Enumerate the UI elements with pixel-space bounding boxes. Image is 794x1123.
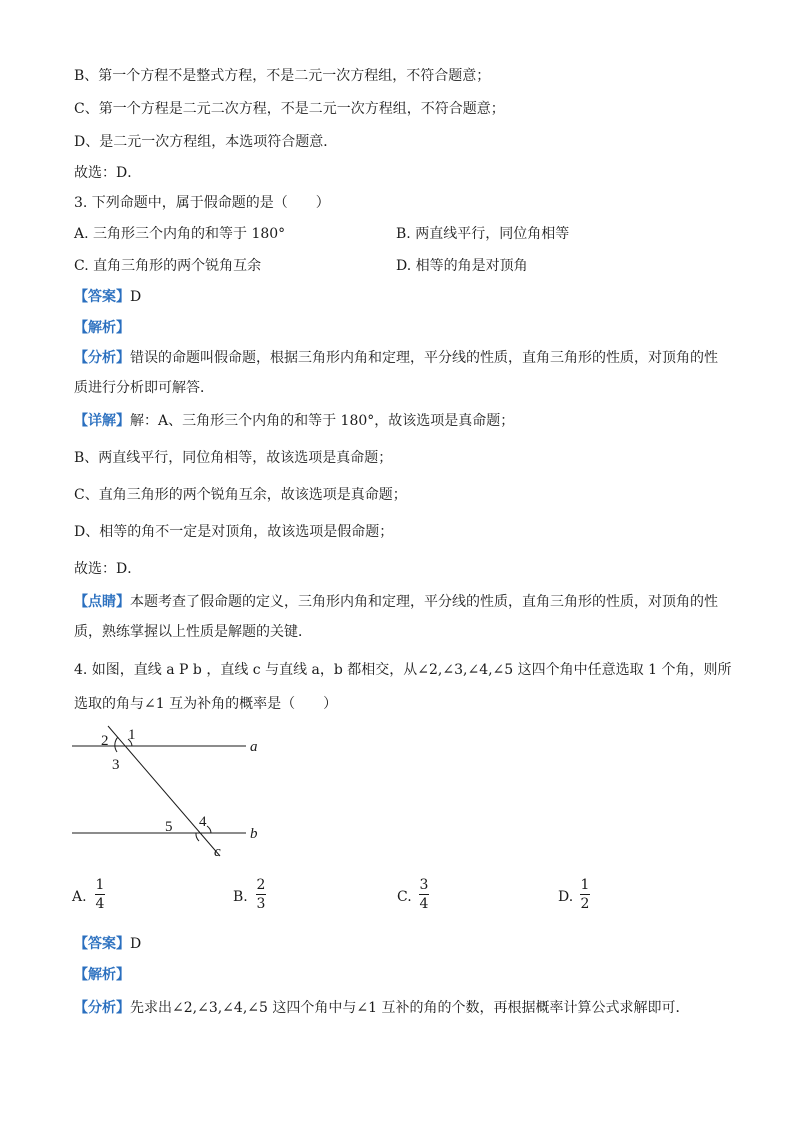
- q3-option-b: B. 两直线平行，同位角相等: [396, 226, 570, 242]
- dianjing-tag: 【点睛】: [74, 594, 130, 610]
- answer-line-4: [74, 934, 141, 954]
- line-label-c: c: [214, 844, 221, 860]
- analysis-line-4: [74, 965, 130, 985]
- text-line: 故选：D．: [74, 561, 142, 577]
- numerator: 3: [419, 877, 429, 893]
- text-line: B、两直线平行，同位角相等，故该选项是真命题；: [74, 450, 393, 466]
- line-label-a: a: [250, 739, 258, 755]
- angle-label-2: 2: [101, 733, 109, 749]
- q4-option-b-label: B.: [233, 889, 248, 905]
- text-line: 故选：D．: [74, 165, 142, 181]
- text-line: 质进行分析即可解答．: [74, 380, 214, 396]
- denominator: 2: [580, 896, 590, 912]
- answer-value: D: [130, 289, 142, 305]
- text-line: D、相等的角不一定是对顶角，故该选项是假命题；: [74, 524, 394, 540]
- q4-option-a-label: A.: [72, 889, 87, 905]
- xiangjie-line: [74, 411, 514, 431]
- numerator: 1: [95, 877, 105, 893]
- line-label-b: b: [250, 826, 258, 842]
- analysis-tag: 【解析】: [74, 320, 130, 336]
- fenxi-text: 先求出∠2,∠3,∠4,∠5 这四个角中与∠1 互补的角的个数，再根据概率计算公式求解即可．: [130, 1000, 690, 1016]
- q4-option-b-fraction: [256, 877, 266, 912]
- angle-label-3: 3: [112, 757, 120, 773]
- denominator: 3: [256, 896, 266, 912]
- q4-option-c-label: C.: [397, 889, 412, 905]
- parallel-lines-figure: [70, 724, 270, 864]
- q4-option-c-fraction: [419, 877, 429, 912]
- fenxi-line-3: [74, 348, 718, 368]
- fenxi-tag: 【分析】: [74, 1000, 130, 1016]
- denominator: 4: [95, 896, 105, 912]
- angle-label-1: 1: [128, 727, 136, 743]
- dianjing-line: [74, 592, 718, 612]
- angle-label-4: 4: [199, 814, 207, 830]
- q4-option-d-fraction: [580, 877, 590, 912]
- answer-tag: 【答案】: [74, 936, 130, 952]
- fenxi-text: 错误的命题叫假命题，根据三角形内角和定理，平分线的性质，直角三角形的性质，对顶角的性: [130, 350, 718, 366]
- text-line: C、第一个方程是二元二次方程，不是二元一次方程组，不符合题意；: [74, 101, 505, 117]
- dianjing-text: 本题考查了假命题的定义，三角形内角和定理，平分线的性质，直角三角形的性质，对顶角的性: [130, 594, 718, 610]
- angle-arc-4: [207, 826, 211, 833]
- text-line: D、是二元一次方程组，本选项符合题意．: [74, 134, 338, 150]
- q3-option-d: D. 相等的角是对顶角: [396, 258, 528, 274]
- q4-option-a-fraction: [95, 877, 105, 912]
- xiangjie-text: 解：A、三角形三个内角的和等于 180°，故该选项是真命题；: [130, 413, 515, 429]
- text-line: C、直角三角形的两个锐角互余，故该选项是真命题；: [74, 487, 407, 503]
- angle-arc-2: [115, 737, 118, 752]
- q4-option-d-label: D.: [558, 889, 574, 905]
- answer-line-3: [74, 287, 141, 307]
- numerator: 2: [256, 877, 266, 893]
- fenxi-line-4: [74, 998, 689, 1018]
- answer-value: D: [130, 936, 142, 952]
- analysis-line-3: [74, 318, 130, 338]
- q3-option-c: C. 直角三角形的两个锐角互余: [74, 258, 262, 274]
- numerator: 1: [580, 877, 590, 893]
- q3-option-a: A. 三角形三个内角的和等于 180°: [74, 226, 286, 242]
- analysis-tag: 【解析】: [74, 967, 130, 983]
- question-4: 4. 如图，直线 a P b ，直线 c 与直线 a，b 都相交，从∠2,∠3,∠4,∠5 这四个角中任意选取 1 个角，则所: [74, 662, 732, 678]
- answer-tag: 【答案】: [74, 289, 130, 305]
- fenxi-tag: 【分析】: [74, 350, 130, 366]
- question-3: 3. 下列命题中，属于假命题的是（ ）: [74, 195, 330, 211]
- text-line: B、第一个方程不是整式方程，不是二元一次方程组，不符合题意；: [74, 68, 491, 84]
- xiangjie-tag: 【详解】: [74, 413, 130, 429]
- angle-arc-5: [196, 833, 199, 841]
- question-4-cont: 选取的角与∠1 互为补角的概率是（ ）: [74, 696, 338, 712]
- angle-label-5: 5: [165, 819, 173, 835]
- text-line: 质，熟练掌握以上性质是解题的关键．: [74, 624, 312, 640]
- denominator: 4: [419, 896, 429, 912]
